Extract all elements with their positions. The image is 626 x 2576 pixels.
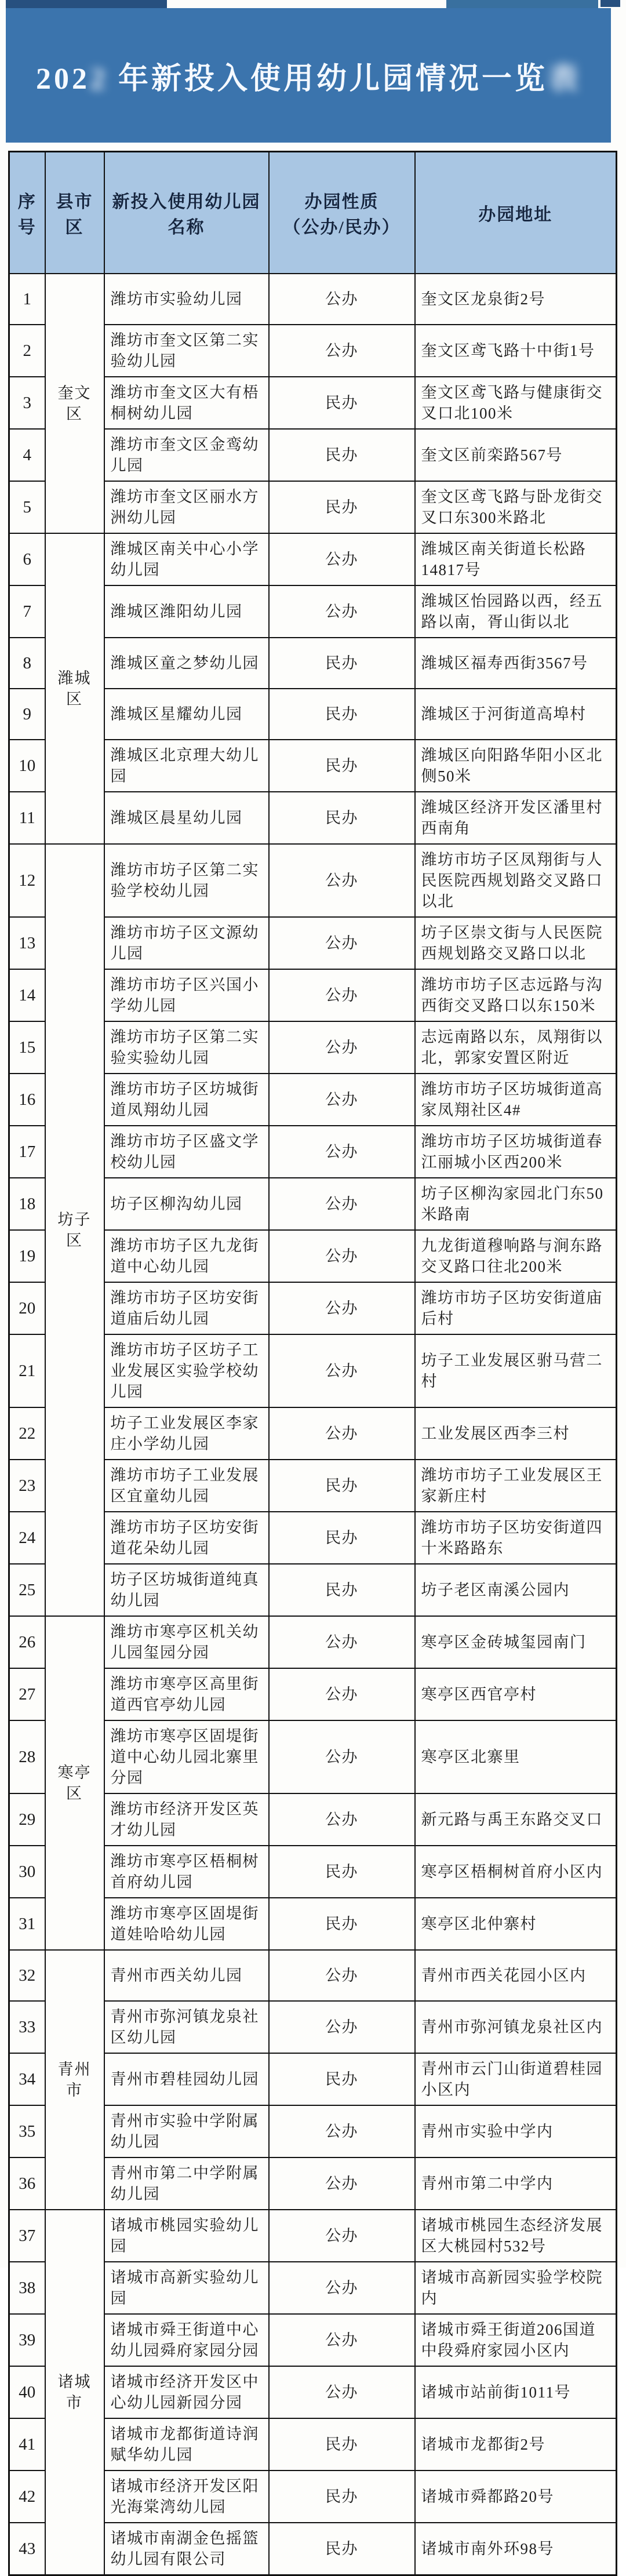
row-number-cell: 17 — [9, 1126, 45, 1178]
address-cell: 诸城市高新园实验学校院内 — [415, 2262, 617, 2314]
kindergarten-name-cell: 诸城市经济开发区阳光海棠湾幼儿园 — [104, 2471, 269, 2523]
kindergarten-name-cell: 潍坊市坊子区第二实验学校幼儿园 — [104, 844, 269, 917]
address-cell: 坊子区崇文街与人民医院西规划路交叉路口以北 — [415, 917, 617, 969]
table-header-row — [9, 152, 617, 274]
district-cell: 潍城区 — [45, 533, 104, 844]
ownership-type-cell: 民办 — [269, 1846, 415, 1898]
ownership-type-cell: 公办 — [269, 917, 415, 969]
row-number-cell: 8 — [9, 638, 45, 689]
ownership-type-cell: 公办 — [269, 2366, 415, 2418]
kindergarten-name-cell: 坊子区坊城街道纯真幼儿园 — [104, 1564, 269, 1616]
row-number-cell: 3 — [9, 377, 45, 429]
row-number-cell: 40 — [9, 2366, 45, 2418]
address-cell: 新元路与禹王东路交叉口 — [415, 1793, 617, 1846]
row-number-cell: 33 — [9, 2001, 45, 2053]
title-banner — [6, 8, 611, 143]
table-row — [9, 533, 617, 585]
column-header-type — [269, 152, 415, 274]
ownership-type-cell: 民办 — [269, 1564, 415, 1616]
ownership-type-cell: 公办 — [269, 1334, 415, 1407]
top-smudge-left — [6, 0, 167, 8]
ownership-type-cell: 民办 — [269, 377, 415, 429]
ownership-type-cell: 公办 — [269, 969, 415, 1021]
top-smudge-corner — [600, 0, 620, 7]
row-number-cell: 29 — [9, 1793, 45, 1846]
kindergarten-name-cell: 青州市碧桂园幼儿园 — [104, 2053, 269, 2105]
row-number-cell: 38 — [9, 2262, 45, 2314]
table-row — [9, 2210, 617, 2262]
ownership-type-cell: 公办 — [269, 1282, 415, 1334]
address-cell: 坊子工业发展区驸马营二村 — [415, 1334, 617, 1407]
row-number-cell: 13 — [9, 917, 45, 969]
ownership-type-cell: 民办 — [269, 638, 415, 689]
column-header-no-label: 序号 — [17, 192, 37, 237]
address-cell: 奎文区龙泉街2号 — [415, 274, 617, 325]
kindergarten-name-cell: 潍坊市坊子区坊城街道凤翔幼儿园 — [104, 1074, 269, 1126]
address-cell: 潍坊市坊子工业发展区王家新庄村 — [415, 1460, 617, 1512]
district-cell: 诸城市 — [45, 2210, 104, 2575]
table-row — [9, 1616, 617, 1668]
kindergarten-name-cell: 潍坊市坊子区坊安街道庙后幼儿园 — [104, 1282, 269, 1334]
row-number-cell: 19 — [9, 1230, 45, 1282]
column-header-type-line2: （公办/民办） — [283, 218, 401, 237]
ownership-type-cell: 公办 — [269, 1793, 415, 1846]
ownership-type-cell: 公办 — [269, 1126, 415, 1178]
table-row — [9, 274, 617, 325]
ownership-type-cell: 民办 — [269, 740, 415, 792]
ownership-type-cell: 公办 — [269, 844, 415, 917]
address-cell: 寒亭区北仲寨村 — [415, 1898, 617, 1950]
ownership-type-cell: 民办 — [269, 2053, 415, 2105]
kindergarten-name-cell: 青州市第二中学附属幼儿园 — [104, 2157, 269, 2210]
kindergarten-name-cell: 潍坊市坊子区坊安街道花朵幼儿园 — [104, 1512, 269, 1564]
kindergarten-name-cell: 坊子区柳沟幼儿园 — [104, 1178, 269, 1230]
kindergarten-name-cell: 青州市实验中学附属幼儿园 — [104, 2105, 269, 2157]
address-cell: 潍坊市坊子区坊安街道庙后村 — [415, 1282, 617, 1334]
address-cell: 潍坊市坊子区坊安街道四十米路路东 — [415, 1512, 617, 1564]
kindergarten-name-cell: 潍城区晨星幼儿园 — [104, 792, 269, 844]
row-number-cell: 22 — [9, 1407, 45, 1460]
kindergarten-name-cell: 诸城市高新实验幼儿园 — [104, 2262, 269, 2314]
kindergarten-name-cell: 潍城区星耀幼儿园 — [104, 689, 269, 740]
row-number-cell: 21 — [9, 1334, 45, 1407]
address-cell: 潍城区南关街道长松路14817号 — [415, 533, 617, 585]
row-number-cell: 28 — [9, 1720, 45, 1793]
table-row — [9, 1950, 617, 2001]
address-cell: 诸城市南外环98号 — [415, 2523, 617, 2575]
address-cell: 潍坊市坊子区志远路与沟西街交叉路口以东150米 — [415, 969, 617, 1021]
kindergarten-name-cell: 潍坊市坊子区盛文学校幼儿园 — [104, 1126, 269, 1178]
row-number-cell: 31 — [9, 1898, 45, 1950]
page-title — [36, 54, 581, 97]
address-cell: 坊子区柳沟家园北门东50米路南 — [415, 1178, 617, 1230]
kindergarten-name-cell: 坊子工业发展区李家庄小学幼儿园 — [104, 1407, 269, 1460]
row-number-cell: 26 — [9, 1616, 45, 1668]
kindergarten-name-cell: 潍坊市寒亭区机关幼儿园玺园分园 — [104, 1616, 269, 1668]
ownership-type-cell: 公办 — [269, 2314, 415, 2366]
address-cell: 诸城市舜都路20号 — [415, 2471, 617, 2523]
kindergarten-name-cell: 潍坊市实验幼儿园 — [104, 274, 269, 325]
title-year-blurred: 2 — [89, 62, 108, 96]
ownership-type-cell: 公办 — [269, 2001, 415, 2053]
ownership-type-cell: 公办 — [269, 2105, 415, 2157]
ownership-type-cell: 公办 — [269, 533, 415, 585]
kindergarten-name-cell: 潍城区童之梦幼儿园 — [104, 638, 269, 689]
address-cell: 潍城区经济开发区潘里村西南角 — [415, 792, 617, 844]
column-header-district — [45, 152, 104, 274]
address-cell: 青州市实验中学内 — [415, 2105, 617, 2157]
row-number-cell: 41 — [9, 2418, 45, 2471]
ownership-type-cell: 公办 — [269, 1021, 415, 1074]
address-cell: 奎文区前栾路567号 — [415, 429, 617, 481]
kindergarten-name-cell: 潍城区南关中心小学幼儿园 — [104, 533, 269, 585]
ownership-type-cell: 公办 — [269, 2210, 415, 2262]
row-number-cell: 34 — [9, 2053, 45, 2105]
row-number-cell: 39 — [9, 2314, 45, 2366]
ownership-type-cell: 公办 — [269, 1407, 415, 1460]
table-body — [9, 274, 617, 2575]
address-cell: 寒亭区北寨里 — [415, 1720, 617, 1793]
ownership-type-cell: 民办 — [269, 2523, 415, 2575]
row-number-cell: 27 — [9, 1668, 45, 1720]
address-cell: 诸城市龙都街2号 — [415, 2418, 617, 2471]
ownership-type-cell: 民办 — [269, 429, 415, 481]
address-cell: 潍城区向阳路华阳小区北侧50米 — [415, 740, 617, 792]
kindergarten-name-cell: 诸城市舜王街道中心幼儿园舜府家园分园 — [104, 2314, 269, 2366]
column-header-name-label: 新投入使用幼儿园名称 — [112, 192, 261, 237]
row-number-cell: 2 — [9, 325, 45, 377]
column-header-type-line1: 办园性质 — [304, 192, 379, 212]
row-number-cell: 35 — [9, 2105, 45, 2157]
title-suffix-blurred: 表 — [548, 62, 581, 96]
ownership-type-cell: 公办 — [269, 2262, 415, 2314]
kindergarten-name-cell: 潍坊市奎文区大有梧桐树幼儿园 — [104, 377, 269, 429]
kindergarten-name-cell: 潍坊市寒亭区固堤街道中心幼儿园北寨里分园 — [104, 1720, 269, 1793]
row-number-cell: 18 — [9, 1178, 45, 1230]
row-number-cell: 30 — [9, 1846, 45, 1898]
row-number-cell: 1 — [9, 274, 45, 325]
row-number-cell: 32 — [9, 1950, 45, 2001]
row-number-cell: 15 — [9, 1021, 45, 1074]
title-main-text: 年新投入使用幼儿园情况一览 — [118, 62, 548, 96]
kindergarten-name-cell: 潍坊市奎文区金鸾幼儿园 — [104, 429, 269, 481]
ownership-type-cell: 民办 — [269, 1512, 415, 1564]
ownership-type-cell: 公办 — [269, 1950, 415, 2001]
kindergarten-name-cell: 潍城区北京理大幼儿园 — [104, 740, 269, 792]
row-number-cell: 20 — [9, 1282, 45, 1334]
address-cell: 潍城区于河街道高埠村 — [415, 689, 617, 740]
ownership-type-cell: 公办 — [269, 1616, 415, 1668]
row-number-cell: 10 — [9, 740, 45, 792]
kindergarten-name-cell: 潍坊市坊子区第二实验实验幼儿园 — [104, 1021, 269, 1074]
row-number-cell: 24 — [9, 1512, 45, 1564]
kindergarten-name-cell: 潍坊市坊子区文源幼儿园 — [104, 917, 269, 969]
kindergarten-name-cell: 潍城区潍阳幼儿园 — [104, 585, 269, 638]
address-cell: 青州市云门山街道碧桂园小区内 — [415, 2053, 617, 2105]
row-number-cell: 12 — [9, 844, 45, 917]
column-header-address — [415, 152, 617, 274]
address-cell: 青州市西关花园小区内 — [415, 1950, 617, 2001]
row-number-cell: 4 — [9, 429, 45, 481]
row-number-cell: 37 — [9, 2210, 45, 2262]
title-year-prefix: 202 — [35, 62, 90, 96]
column-header-name — [104, 152, 269, 274]
address-cell: 坊子老区南溪公园内 — [415, 1564, 617, 1616]
district-cell: 青州市 — [45, 1950, 104, 2210]
row-number-cell: 36 — [9, 2157, 45, 2210]
ownership-type-cell: 公办 — [269, 2157, 415, 2210]
ownership-type-cell: 公办 — [269, 1230, 415, 1282]
ownership-type-cell: 民办 — [269, 792, 415, 844]
ownership-type-cell: 公办 — [269, 1074, 415, 1126]
kindergarten-name-cell: 诸城市桃园实验幼儿园 — [104, 2210, 269, 2262]
row-number-cell: 14 — [9, 969, 45, 1021]
address-cell: 潍坊市坊子区凤翔街与人民医院西规划路交叉路口以北 — [415, 844, 617, 917]
kindergarten-name-cell: 潍坊市寒亭区固堤街道娃哈哈幼儿园 — [104, 1898, 269, 1950]
kindergarten-name-cell: 潍坊市寒亭区梧桐树首府幼儿园 — [104, 1846, 269, 1898]
address-cell: 奎文区鸢飞路与卧龙街交叉口东300米路北 — [415, 481, 617, 533]
kindergarten-name-cell: 潍坊市坊子工业发展区宜童幼儿园 — [104, 1460, 269, 1512]
kindergarten-name-cell: 潍坊市坊子区坊子工业发展区实验学校幼儿园 — [104, 1334, 269, 1407]
row-number-cell: 6 — [9, 533, 45, 585]
ownership-type-cell: 民办 — [269, 2471, 415, 2523]
ownership-type-cell: 公办 — [269, 1178, 415, 1230]
ownership-type-cell: 公办 — [269, 325, 415, 377]
kindergarten-name-cell: 青州市弥河镇龙泉社区幼儿园 — [104, 2001, 269, 2053]
column-header-no — [9, 152, 45, 274]
row-number-cell: 23 — [9, 1460, 45, 1512]
address-cell: 潍城区福寿西街3567号 — [415, 638, 617, 689]
ownership-type-cell: 公办 — [269, 1668, 415, 1720]
address-cell: 青州市第二中学内 — [415, 2157, 617, 2210]
row-number-cell: 11 — [9, 792, 45, 844]
address-cell: 潍坊市坊子区坊城街道春江丽城小区西200米 — [415, 1126, 617, 1178]
kindergarten-name-cell: 潍坊市奎文区丽水方洲幼儿园 — [104, 481, 269, 533]
kindergarten-name-cell: 青州市西关幼儿园 — [104, 1950, 269, 2001]
kindergarten-name-cell: 诸城市南湖金色摇篮幼儿园有限公司 — [104, 2523, 269, 2575]
kindergarten-name-cell: 潍坊市坊子区兴国小学幼儿园 — [104, 969, 269, 1021]
district-cell: 奎文区 — [45, 274, 104, 533]
district-cell: 坊子区 — [45, 844, 104, 1616]
kindergarten-name-cell: 潍坊市奎文区第二实验幼儿园 — [104, 325, 269, 377]
address-cell: 诸城市站前街1011号 — [415, 2366, 617, 2418]
column-header-district-label: 县市区 — [56, 192, 93, 237]
kindergarten-name-cell: 潍坊市坊子区九龙街道中心幼儿园 — [104, 1230, 269, 1282]
ownership-type-cell: 公办 — [269, 1720, 415, 1793]
address-cell: 寒亭区金砖城玺园南门 — [415, 1616, 617, 1668]
ownership-type-cell: 民办 — [269, 2418, 415, 2471]
ownership-type-cell: 公办 — [269, 274, 415, 325]
row-number-cell: 9 — [9, 689, 45, 740]
district-cell: 寒亭区 — [45, 1616, 104, 1950]
address-cell: 奎文区鸢飞路十中街1号 — [415, 325, 617, 377]
address-cell: 诸城市桃园生态经济发展区大桃园村532号 — [415, 2210, 617, 2262]
address-cell: 诸城市舜王街道206国道中段舜府家园小区内 — [415, 2314, 617, 2366]
address-cell: 志远南路以东，凤翔街以北，郭家安置区附近 — [415, 1021, 617, 1074]
ownership-type-cell: 民办 — [269, 1460, 415, 1512]
address-cell: 工业发展区西李三村 — [415, 1407, 617, 1460]
kindergarten-table — [8, 151, 617, 2576]
address-cell: 寒亭区西官亭村 — [415, 1668, 617, 1720]
address-cell: 潍城区怡园路以西，经五路以南，胥山街以北 — [415, 585, 617, 638]
ownership-type-cell: 民办 — [269, 1898, 415, 1950]
address-cell: 九龙街道穆响路与涧东路交叉路口往北200米 — [415, 1230, 617, 1282]
row-number-cell: 16 — [9, 1074, 45, 1126]
row-number-cell: 25 — [9, 1564, 45, 1616]
row-number-cell: 43 — [9, 2523, 45, 2575]
kindergarten-name-cell: 诸城市经济开发区中心幼儿园新园分园 — [104, 2366, 269, 2418]
column-header-address-label: 办园地址 — [478, 205, 553, 224]
address-cell: 奎文区鸢飞路与健康街交叉口北100米 — [415, 377, 617, 429]
address-cell: 寒亭区梧桐树首府小区内 — [415, 1846, 617, 1898]
address-cell: 潍坊市坊子区坊城街道高家凤翔社区4# — [415, 1074, 617, 1126]
kindergarten-name-cell: 潍坊市寒亭区高里街道西官亭幼儿园 — [104, 1668, 269, 1720]
kindergarten-name-cell: 诸城市龙都街道诗润赋华幼儿园 — [104, 2418, 269, 2471]
address-cell: 青州市弥河镇龙泉社区内 — [415, 2001, 617, 2053]
ownership-type-cell: 公办 — [269, 585, 415, 638]
row-number-cell: 7 — [9, 585, 45, 638]
row-number-cell: 5 — [9, 481, 45, 533]
table-row — [9, 844, 617, 917]
row-number-cell: 42 — [9, 2471, 45, 2523]
kindergarten-name-cell: 潍坊市经济开发区英才幼儿园 — [104, 1793, 269, 1846]
ownership-type-cell: 民办 — [269, 689, 415, 740]
ownership-type-cell: 民办 — [269, 481, 415, 533]
